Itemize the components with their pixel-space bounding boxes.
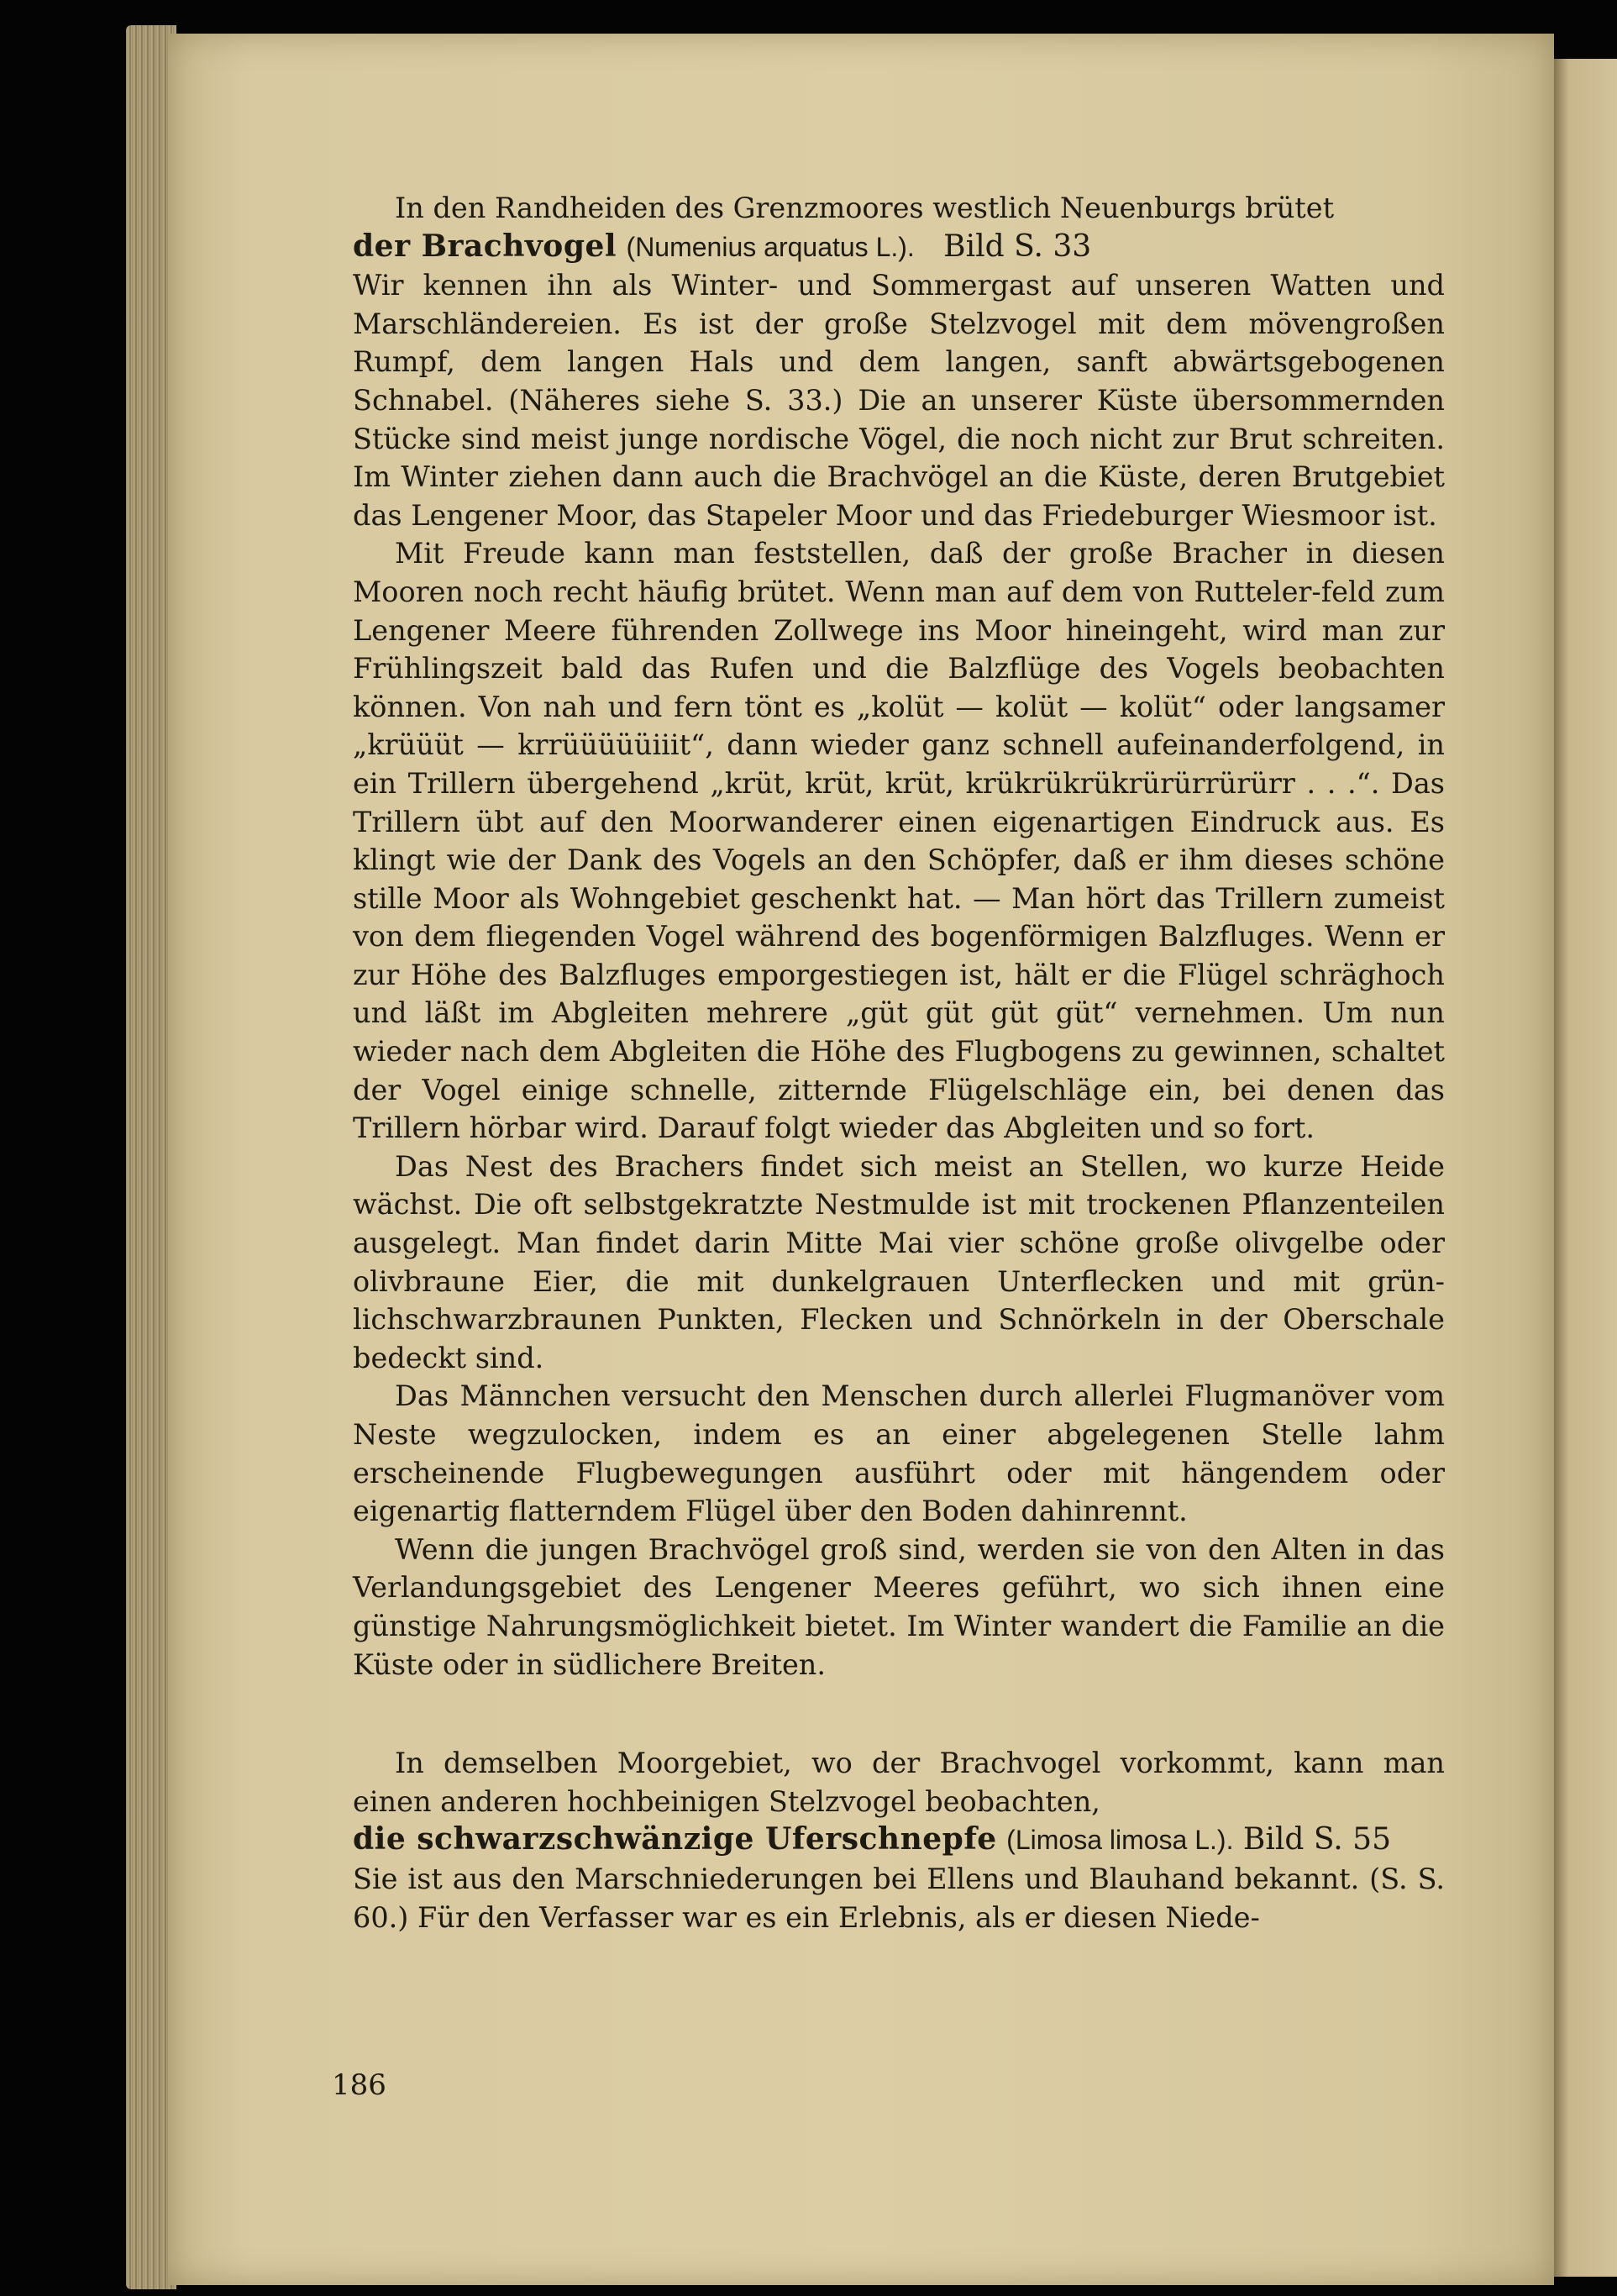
species-heading-2 <box>353 1821 1445 1860</box>
paragraph: Sie ist aus den Marschniederungen bei Ellens und Blauhand bekannt. (S. S. 60.) Für den Verfasser war es ein Erlebnis, als er diesen Niede- <box>353 1862 1445 1934</box>
intro-line: In den Randheiden des Grenzmoores westlich Neuenburgs brütet <box>395 192 1335 224</box>
paragraph: Wenn die jungen Brachvögel groß sind, werden sie von den Alten in das Verlandungsgebiet des Lengener Meeres geführt, wo sich ihnen eine günstige Nahrungsmöglichkeit bietet. Im Winter wandert die Familie an die Küste oder in südlichere Breiten. <box>353 1532 1445 1681</box>
figure-reference: Bild S. 33 <box>943 229 1092 264</box>
facing-page-edge <box>1552 59 1617 2277</box>
page-body <box>353 189 1445 1936</box>
latin-name: (Numenius arquatus L.). <box>626 231 915 262</box>
paragraph: Das Nest des Brachers findet sich meist an Stellen, wo kurze Heide wächst. Die oft selbstgekratzte Nestmulde ist mit trockenen Pflanzenteilen ausgelegt. Man findet darin Mitte Mai vier schöne große olivgelbe oder olivbraune Eier, die mit dunkelgrauen Unterflecken und mit grün-lichschwarzbraunen Punkten, Flecken und Schnörkeln in der Oberschale bedeckt sind. <box>353 1149 1445 1374</box>
latin-name: (Limosa limosa L.). <box>1006 1825 1234 1856</box>
species-heading-1 <box>353 228 1445 267</box>
paragraph: Wir kennen ihn als Winter- und Sommergast auf unseren Watten und Marschländereien. Es ist der große Stelzvogel mit dem mövengroßen Rumpf, dem langen Hals und dem langen, sanft abwärtsgebogenen Schnabel. (Näheres siehe S. 33.) Die an unserer Küste übersommernden Stücke sind meist junge nordische Vögel, die noch nicht zur Brut schreiten. Im Winter ziehen dann auch die Brachvögel an die Küste, deren Brutgebiet das Lengener Moor, das Stapeler Moor und das Friedeburger Wiesmoor ist. <box>353 269 1445 532</box>
page-number: 186 <box>332 2068 386 2102</box>
paragraph: Das Männchen versucht den Menschen durch allerlei Flugmanöver vom Neste wegzulocken, indem es an einer abgelegenen Stelle lahm erscheinende Flugbewegungen ausführt oder mit hängendem oder eigenartig flatterndem Flügel über den Boden dahinrennt. <box>353 1379 1445 1528</box>
paragraph: Mit Freude kann man feststellen, daß der große Bracher in diesen Mooren noch recht häufig brütet. Wenn man auf dem von Rutteler-feld zum Lengener Meere führenden Zollwege ins Moor hineingeht, wird man zur Frühlingszeit bald das Rufen und die Balzflüge des Vogels beobachten können. Von nah und fern tönt es „kolüt — kolüt — kolüt“ oder langsamer „krüüüt — krrüüüüüiiit“, dann wieder ganz schnell aufeinanderfolgend, in ein Trillern übergehend „krüt, krüt, krüt, krükrükrükrürürrürürr . . .“. Das Trillern übt auf den Moorwanderer einen eigenartigen Eindruck aus. Es klingt wie der Dank des Vogels an den Schöpfer, daß er ihm dieses schöne stille Moor als Wohngebiet geschenkt hat. — Man hört das Trillern zumeist von dem fliegenden Vogel während des bogenförmigen Balzfluges. Wenn er zur Höhe des Balzfluges emporgestiegen ist, hält er die Flügel schräghoch und läßt im Abgleiten mehrere „güt güt güt güt“ vernehmen. Um nun wieder nach dem Abgleiten die Höhe des Flugbogens zu gewinnen, schaltet der Vogel einige schnelle, zitternde Flügelschläge ein, bei denen das Trillern hörbar wird. Darauf folgt wieder das Abgleiten und so fort. <box>353 537 1445 1145</box>
figure-reference: Bild S. 55 <box>1242 1822 1391 1857</box>
species-name: die schwarzschwänzige Uferschnepfe <box>353 1821 997 1857</box>
species-name: der Brachvogel <box>353 228 617 264</box>
section-spacer <box>353 1684 1445 1744</box>
intro-line: In demselben Moorgebiet, wo der Brachvogel vorkommt, kann man einen anderen hochbeinigen Stelzvogel beobachten, <box>353 1747 1445 1818</box>
